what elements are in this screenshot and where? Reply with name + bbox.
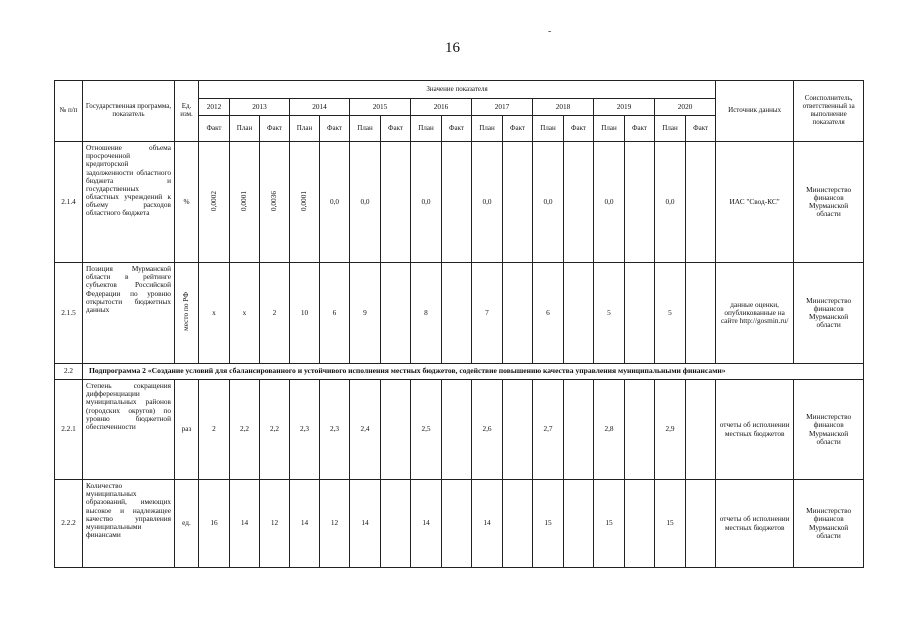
value-cell (503, 480, 533, 568)
value-cell (381, 380, 411, 480)
value-cell: 15 (533, 480, 564, 568)
pf-plan: План (533, 116, 564, 142)
subprogram-title: Подпрограмма 2 «Создание условий для сбалансированного и устойчивого исполнения местных бюджетов, содействие повышению качества управления муниципальными финансами» (83, 364, 864, 380)
year-2014: 2014 (290, 99, 350, 116)
value-cell: 2 (199, 380, 230, 480)
value-cell: 2,6 (472, 380, 503, 480)
value-cell (442, 263, 472, 364)
pf-fact: Факт (381, 116, 411, 142)
header-executor: Соисполнитель, ответственный за выполнение показателя (794, 81, 864, 142)
value-cell (686, 142, 716, 263)
row-unit: % (175, 142, 199, 263)
value-cell (442, 480, 472, 568)
value-cell: 2,3 (290, 380, 320, 480)
pf-fact: Факт (564, 116, 594, 142)
value-cell (503, 263, 533, 364)
value-cell (503, 142, 533, 263)
value-cell: 0,0002 (208, 190, 218, 211)
row-source: отчеты об исполнении местных бюджетов (716, 380, 794, 480)
year-2012: 2012 (199, 99, 230, 116)
row-executor: Министерство финансов Мурманской области (794, 480, 864, 568)
value-cell: 0,0001 (239, 190, 249, 211)
value-cell (381, 142, 411, 263)
value-cell (625, 263, 655, 364)
row-name: Позиция Мурманской области в рейтинге субъектов Российской Федерации по уровню открытости бюджетных данных (83, 263, 175, 364)
row-name: Количество муниципальных образований, имеющих высокое и надлежащее качество управления муниципальными финансами (83, 480, 175, 568)
value-cell: 14 (472, 480, 503, 568)
year-2016: 2016 (411, 99, 472, 116)
table-row (55, 480, 864, 568)
pf-fact: Факт (260, 116, 290, 142)
value-cell: 2,8 (594, 380, 625, 480)
value-cell: 0,0 (655, 142, 686, 263)
pf-fact: Факт (625, 116, 655, 142)
value-cell: 0,0 (594, 142, 625, 263)
year-2019: 2019 (594, 99, 655, 116)
value-cell: 2 (260, 263, 290, 364)
value-cell: x (230, 263, 260, 364)
row-executor: Министерство финансов Мурманской области (794, 263, 864, 364)
value-cell (625, 480, 655, 568)
value-cell (686, 380, 716, 480)
row-num: 2.1.5 (55, 263, 83, 364)
row-executor: Министерство финансов Мурманской области (794, 142, 864, 263)
subprogram-num: 2.2 (55, 364, 83, 380)
value-cell: 2,9 (655, 380, 686, 480)
header-unit: Ед. изм. (175, 81, 199, 142)
value-cell (686, 263, 716, 364)
value-cell (503, 380, 533, 480)
row-num: 2.2.2 (55, 480, 83, 568)
value-cell: 0,0 (411, 142, 442, 263)
value-cell: 0,0001 (299, 190, 309, 211)
value-cell: 5 (594, 263, 625, 364)
value-cell: 14 (350, 480, 381, 568)
table-row (55, 142, 864, 263)
row-name: Степень сокращения дифференциации муниципальных районов (городских округов) по уровню бюджетной обеспеченности (83, 380, 175, 480)
table-row (55, 263, 864, 364)
value-cell: 2,7 (533, 380, 564, 480)
value-cell: 10 (290, 263, 320, 364)
row-source: ИАС "Свод-КС" (716, 142, 794, 263)
pf-fact: Факт (686, 116, 716, 142)
row-unit: ед. (175, 480, 199, 568)
value-cell: 14 (230, 480, 260, 568)
pf-plan: План (655, 116, 686, 142)
indicators-table (54, 80, 864, 568)
row-source: отчеты об исполнении местных бюджетов (716, 480, 794, 568)
value-cell: 15 (655, 480, 686, 568)
value-cell: 16 (199, 480, 230, 568)
row-name: Отношение объема просроченной кредиторской задолженности областного бюджета и государственных областных учреждений к объему расходов областного бюджета (83, 142, 175, 263)
row-num: 2.2.1 (55, 380, 83, 480)
header-mark: - (548, 26, 552, 37)
header-program: Государственная программа, показатель (83, 81, 175, 142)
value-cell (381, 480, 411, 568)
value-cell (442, 380, 472, 480)
row-num: 2.1.4 (55, 142, 83, 263)
value-cell (442, 142, 472, 263)
pf-fact: Факт (442, 116, 472, 142)
pf-plan: План (411, 116, 442, 142)
value-cell: 8 (411, 263, 442, 364)
value-cell (625, 142, 655, 263)
row-executor: Министерство финансов Мурманской области (794, 380, 864, 480)
pf-fact: Факт (503, 116, 533, 142)
year-2018: 2018 (533, 99, 594, 116)
value-cell: 6 (533, 263, 564, 364)
value-cell (381, 263, 411, 364)
value-cell: 0,0 (533, 142, 564, 263)
value-cell: 14 (290, 480, 320, 568)
value-cell (564, 380, 594, 480)
value-cell: 9 (350, 263, 381, 364)
value-cell (686, 480, 716, 568)
value-cell: 15 (594, 480, 625, 568)
value-cell (564, 142, 594, 263)
page-number: 16 (445, 40, 460, 56)
value-cell: 0,0036 (269, 190, 279, 211)
value-cell: 6 (320, 263, 350, 364)
value-cell: 2,4 (350, 380, 381, 480)
value-cell: 5 (655, 263, 686, 364)
row-unit: место по РФ (181, 292, 191, 332)
value-cell (564, 480, 594, 568)
value-cell: 0,0 (320, 142, 350, 263)
value-cell (564, 263, 594, 364)
header-values: Значение показателя (199, 81, 716, 99)
value-cell: 0,0 (350, 142, 381, 263)
year-2017: 2017 (472, 99, 533, 116)
value-cell: 2,3 (320, 380, 350, 480)
pf-fact: Факт (320, 116, 350, 142)
row-unit: раз (175, 380, 199, 480)
value-cell: 2,5 (411, 380, 442, 480)
value-cell: 2,2 (230, 380, 260, 480)
header-num: № п/п (55, 81, 83, 142)
pf-fact: Факт (199, 116, 230, 142)
value-cell: x (199, 263, 230, 364)
value-cell (625, 380, 655, 480)
value-cell: 12 (260, 480, 290, 568)
row-source: данные оценки, опубликованные на сайте http://gosmin.ru/ (716, 263, 794, 364)
header-source: Источник данных (716, 81, 794, 142)
year-2020: 2020 (655, 99, 716, 116)
value-cell: 7 (472, 263, 503, 364)
value-cell: 2,2 (260, 380, 290, 480)
subprogram-row (55, 364, 864, 380)
table-row (55, 380, 864, 480)
year-2015: 2015 (350, 99, 411, 116)
year-2013: 2013 (230, 99, 290, 116)
pf-plan: План (290, 116, 320, 142)
pf-plan: План (350, 116, 381, 142)
pf-plan: План (594, 116, 625, 142)
value-cell: 12 (320, 480, 350, 568)
value-cell: 14 (411, 480, 442, 568)
value-cell: 0,0 (472, 142, 503, 263)
pf-plan: План (472, 116, 503, 142)
pf-plan: План (230, 116, 260, 142)
